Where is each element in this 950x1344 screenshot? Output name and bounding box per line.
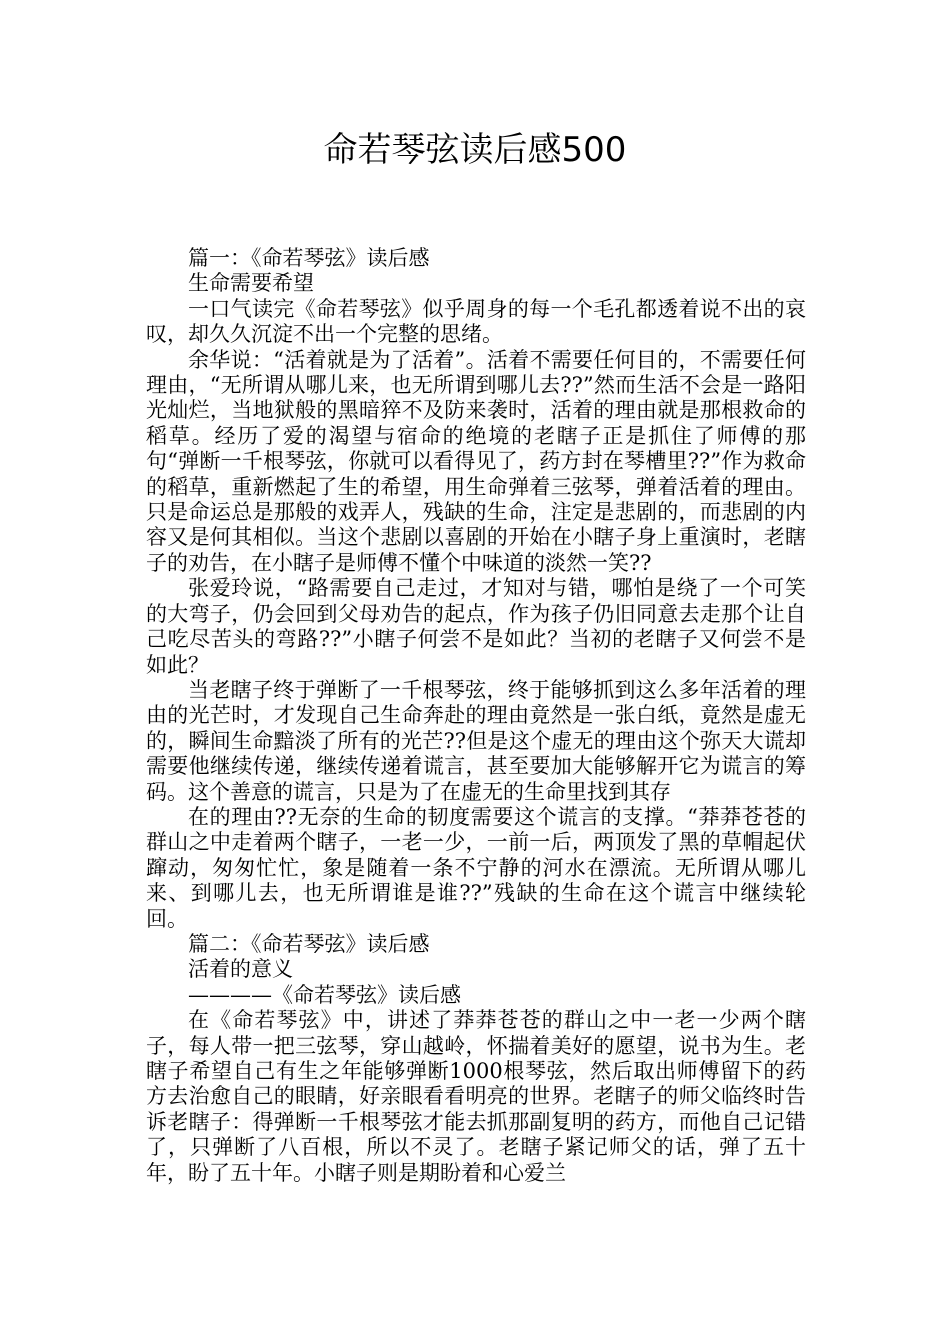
section-heading: 篇一：《命若琴弦》读后感 [188,246,430,270]
section-heading: 篇二：《命若琴弦》读后感 [188,931,430,956]
section-subtitle: 生命需要希望 [188,271,314,296]
paragraph: 一口气读完《命若琴弦》似乎周身的每一个毛孔都透着说不出的哀叹，却久久沉淀不出一个完整的思绪。 [146,296,806,347]
paragraph: 在的理由??无奈的生命的韧度需要这个谎言的支撑。“莽莽苍苍的群山之中走着两个瞎子，一老一少，一前一后，两顶发了黑的草帽起伏蹿动，匆匆忙忙，象是随着一条不宁静的河水在漂流。无所谓从哪儿来、到哪儿去，也无所谓谁是谁??”残缺的生命在这个谎言中继续轮回。 [146,804,806,931]
section-subtitle: 活着的意义 [188,957,293,982]
paragraph: 余华说：“活着就是为了活着”。活着不需要任何目的，不需要任何理由，“无所谓从哪儿来，也无所谓到哪儿去??”然而生活不会是一路阳光灿烂，当地狱般的黑暗猝不及防来袭时，活着的理由就是那根救命的稻草。经历了爱的渴望与宿命的绝境的老瞎子正是抓住了师傅的那句“弹断一千根琴弦，你就可以看得见了，药方封在琴槽里??”作为救命的稻草，重新燃起了生的希望，用生命弹着三弦琴，弹着活着的理由。只是命运总是那般的戏弄人，残缺的生命，注定是悲剧的，而悲剧的内容又是何其相似。当这个悲剧以喜剧的开始在小瞎子身上重演时，老瞎子的劝告，在小瞎子是师傅不懂个中味道的淡然一笑?? [146,347,806,575]
paragraph: 张爱玲说，“路需要自己走过，才知对与错，哪怕是绕了一个可笑的大弯子，仍会回到父母劝告的起点，作为孩子仍旧同意去走那个让自己吃尽苦头的弯路??”小瞎子何尝不是如此？当初的老瞎子又何尝不是如此？ [146,576,806,677]
paragraph: 当老瞎子终于弹断了一千根琴弦，终于能够抓到这么多年活着的理由的光芒时，才发现自己生命奔赴的理由竟然是一张白纸，竟然是虚无的，瞬间生命黯淡了所有的光芒??但是这个虚无的理由这个弥天大谎却需要他继续传递，继续传递着谎言，甚至要加大能够解开它为谎言的筹码。这个善意的谎言，只是为了在虚无的生命里找到其存 [146,677,806,804]
paragraph: 在《命若琴弦》中，讲述了莽莽苍苍的群山之中一老一少两个瞎子，每人带一把三弦琴，穿山越岭，怀揣着美好的愿望，说书为生。老瞎子希望自己有生之年能够弹断1000根琴弦，然后取出师傅留下的药方去治愈自己的眼睛，好亲眼看看明亮的世界。老瞎子的师父临终时告诉老瞎子：得弹断一千根琴弦才能去抓那副复明的药方，而他自己记错了，只弹断了八百根，所以不灵了。老瞎子紧记师父的话，弹了五十年，盼了五十年。小瞎子则是期盼着和心爱兰 [146,1008,806,1185]
document-title: 命若琴弦读后感500 [323,130,627,170]
document-body [146,246,806,1186]
section-byline: ————《命若琴弦》读后感 [188,982,461,1007]
